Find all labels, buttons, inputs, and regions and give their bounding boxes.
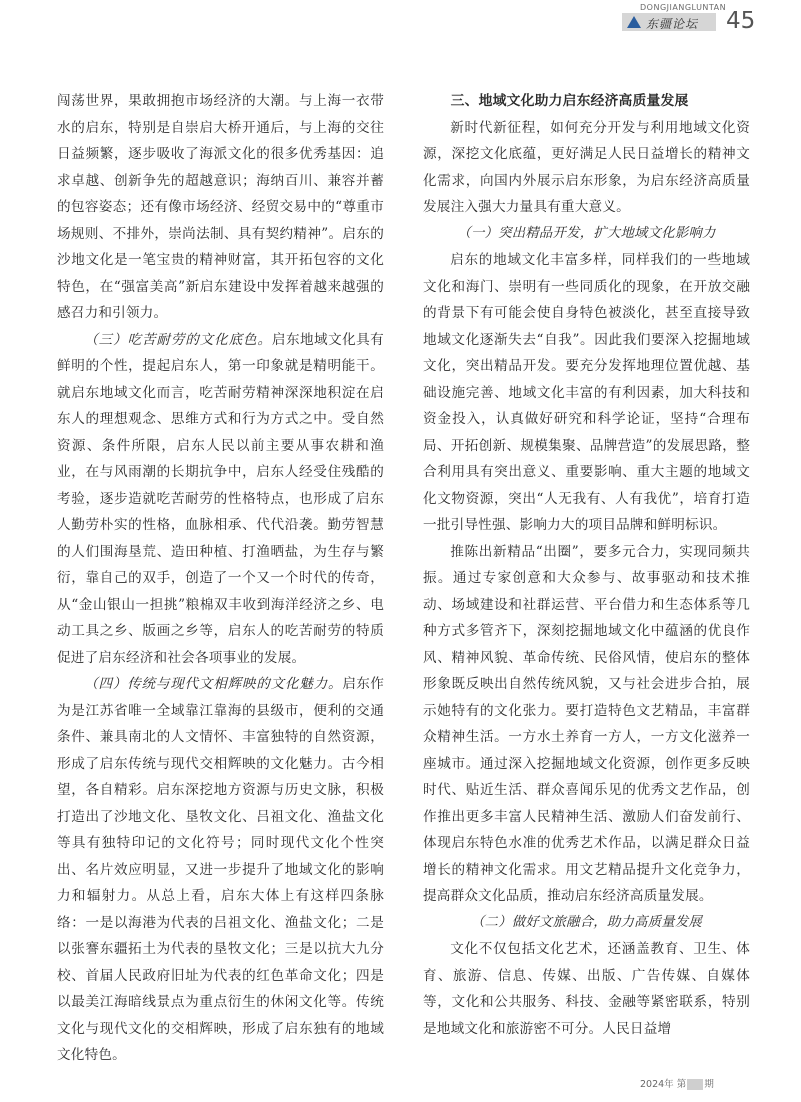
left-column (57, 88, 384, 1069)
footer-issue-number: 04 (689, 1079, 702, 1090)
paragraph: 推陈出新精品“出圈”，要多元合力，实现同频共振。通过专家创意和大众参与、故事驱动和技术推动、场域建设和社群运营、平台借力和生态体系等几种方式多管齐下，深刻挖掘地域文化中蕴涵的优良作风、精神风貌、革命传统、民俗风情，使启东的整体形象既反映出自然传统风貌，又与社会进步合拍，展示她特有的文化张力。要打造特色文艺精品，丰富群众精神生活。一方水土养育一方人，一方文化滋养一座城市。通过深入挖掘地域文化资源，创作更多反映时代、贴近生活、群众喜闻乐见的优秀文艺作品，创作推出更多丰富人民精神生活、激励人们奋发前行、体现启东特色水准的优秀艺术作品，以满足群众日益增长的精神文化需求。用文艺精品提升文化竞争力，提高群众文化品质，推动启东经济高质量发展。 (423, 543, 750, 904)
subheading: （一）突出精品开发，扩大地域文化影响力 (457, 225, 716, 241)
subheading: （四）传统与现代文相辉映的文化魅力。 (84, 676, 343, 692)
paragraph: 启东的地域文化丰富多样，同样我们的一些地域文化和海门、崇明有一些同质化的现象，在开放交融的背景下有可能会使自身特色被淡化，甚至直接导致地域文化逐渐失去“自我”。因此我们要深入挖掘地域文化，突出精品开发。要充分发挥地理位置优越、基础设施完善、地域文化丰富的有利因素，加大科技和资金投入，认真做好研究和科学论证，坚持“合理布局、开拓创新、规模集聚、品牌营造”的发展思路，整合利用具有突出意义、重要影响、重大主题的地域文化文物资源，突出“人无我有、人有我优”，培育打造一批引导性强、影响力大的项目品牌和鲜明标识。 (423, 252, 750, 533)
section-title: 三、地域文化助力启东经济高质量发展 (450, 93, 689, 109)
paragraph: 新时代新征程，如何充分开发与利用地域文化资源，深挖文化底蕴，更好满足人民日益增长的精神文化需求，向国内外展示启东形象，为启东经济高质量发展注入强大力量具有重大意义。 (423, 119, 750, 215)
paragraph-text: 启东作为是江苏省唯一全域靠江靠海的县级市，便利的交通条件、兼具南北的人文情怀、丰富独特的自然资源，形成了启东传统与现代交相辉映的文化魅力。古今相望，各自精彩。启东深挖地方资源与历史文脉，积极打造出了沙地文化、垦牧文化、吕祖文化、渔盐文化等具有独特印记的文化符号；同时现代文化个性突出、名片效应明显，又进一步提升了地域文化的影响力和辐射力。从总上看，启东大体上有这样四条脉络：一是以海港为代表的吕祖文化、渔盐文化；二是以张謇东疆拓土为代表的垦牧文化；三是以抗大九分校、首届人民政府旧址为代表的红色革命文化；四是以最美江海暗线景点为重点衍生的休闲文化等。传统文化与现代文化的交相辉映，形成了启东独有的地域文化特色。 (57, 676, 384, 1063)
header-latin-title: DONGJIANGLUNTAN (640, 3, 727, 12)
footer-year: 2024年 (640, 1079, 674, 1090)
footer-issue (640, 1076, 714, 1090)
triangle-icon (627, 16, 641, 28)
journal-title: 东疆论坛 (646, 17, 699, 31)
page-number: 45 (726, 8, 756, 34)
paragraph: 闯荡世界，果敢拥抱市场经济的大潮。与上海一衣带水的启东，特别是自崇启大桥开通后，与上海的交往日益频繁，逐步吸收了海派文化的很多优秀基因：追求卓越、创新争先的超越意识；海纳百川、兼容并蓄的包容姿态；还有像市场经济、经贸交易中的“尊重市场规则、不排外，崇尚法制、具有契约精神”。启东的沙地文化是一笔宝贵的精神财富，其开拓包容的文化特色，在“强富美高”新启东建设中发挥着越来越强的感召力和引领力。 (57, 93, 384, 321)
paragraph (57, 671, 384, 1069)
paragraph (57, 327, 384, 672)
right-column (423, 88, 750, 1042)
paragraph: 文化不仅包括文化艺术，还涵盖教育、卫生、体育、旅游、信息、传媒、出版、广告传媒、自媒体等，文化和公共服务、科技、金融等紧密联系，特别是地域文化和旅游密不可分。人民日益增 (423, 941, 750, 1037)
paragraph-text: 启东地域文化具有鲜明的个性，提起启东人，第一印象就是精明能干。就启东地域文化而言，吃苦耐劳精神深深地积淀在启东人的理想观念、思维方式和行为方式之中。受自然资源、条件所限，启东人民以前主要从事农耕和渔业，在与风雨潮的长期抗争中，启东人经受住残酷的考验，逐步造就吃苦耐劳的性格特点，也形成了启东人勤劳朴实的性格，血脉相承、代代沿袭。勤劳智慧的人们围海垦荒、造田种植、打渔晒盐，为生存与繁衍，靠自己的双手，创造了一个又一个时代的传奇，从“金山银山一担挑”粮棉双丰收到海洋经济之乡、电动工具之乡、版画之乡等，启东人的吃苦耐劳的特质促进了启东经济和社会各项事业的发展。 (57, 331, 384, 666)
footer-prefix: 第 (676, 1079, 687, 1090)
subheading: （二）做好文旅融合，助力高质量发展 (470, 914, 703, 930)
subheading: （三）吃苦耐劳的文化底色。 (84, 331, 272, 348)
footer-suffix: 期 (704, 1079, 714, 1090)
